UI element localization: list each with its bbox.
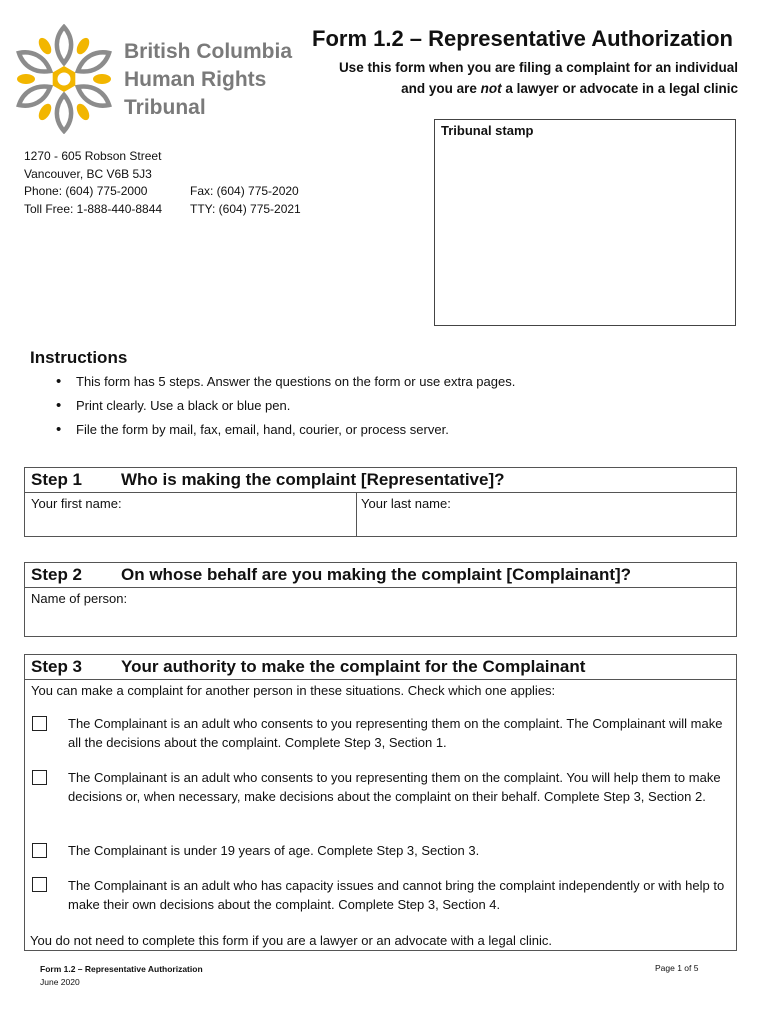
last-name-field[interactable] [361,513,731,533]
org-line-1: British Columbia [124,40,293,63]
tribunal-logo-icon [12,24,116,134]
footer-form-name: Form 1.2 – Representative Authorization [40,964,203,974]
address-phone: Phone: (604) 775-2000 [24,184,148,198]
step2-title: On whose behalf are you making the complaint [Complainant]? [121,565,632,584]
option-2-checkbox[interactable] [32,770,47,785]
subtitle-line-1: Use this form when you are filing a complaint for an individual [338,60,738,75]
instruction-item: • Print clearly. Use a black or blue pen. [56,396,736,420]
option-3-text: The Complainant is under 19 years of age. Complete Step 3, Section 3. [68,843,480,858]
option-1-text: The Complainant is an adult who consents to you representing them on the complaint. The Complainant will make all the decisions about the complaint. Complete Step 3, Section 1. [68,716,723,750]
step2-header [24,562,737,588]
subtitle-pre: and you are [401,81,481,96]
option-2-text: The Complainant is an adult who consents to you representing them on the complaint. You will help them to make decisions or, when necessary, make decisions about the complaint on their behalf. Complete Step 3, Section 2. [68,770,721,804]
address-tty: TTY: (604) 775-2021 [190,201,301,216]
address-fax: Fax: (604) 775-2020 [190,184,299,198]
address-street: 1270 - 605 Robson Street [24,149,162,163]
instruction-item: • This form has 5 steps. Answer the questions on the form or use extra pages. [56,372,736,396]
subtitle-post: a lawyer or advocate in a legal clinic [501,81,738,96]
tribunal-stamp-label: Tribunal stamp [441,123,534,138]
subtitle-emphasis: not [480,81,502,96]
option-4-text: The Complainant is an adult who has capacity issues and cannot bring the complaint independently or with help to make their own decisions about the complaint. Complete Step 3, Section 4. [68,878,725,912]
option-1-checkbox[interactable] [32,716,47,731]
option-4-checkbox[interactable] [32,877,47,892]
step2-body [24,588,737,637]
step3-note: You do not need to complete this form if you are a lawyer or an advocate with a legal clinic. [30,933,552,948]
tribunal-stamp-box [434,119,736,326]
step1-divider [356,493,357,536]
footer-form-info [40,963,203,989]
address-tollfree: Toll Free: 1-888-440-8844 [24,201,163,216]
step1-title: Who is making the complaint [Representative]? [121,470,505,489]
organization-name [124,38,292,122]
org-line-3: Tribunal [124,96,206,119]
step3-title: Your authority to make the complaint for the Complainant [121,657,586,676]
step2-number: Step 2 [31,565,83,584]
instructions-list [56,372,736,444]
footer-date: June 2020 [40,977,80,987]
step1-body [24,493,737,537]
step3-number: Step 3 [31,657,83,676]
address-city: Vancouver, BC V6B 5J3 [24,166,152,181]
option-3-checkbox[interactable] [32,843,47,858]
step1-header [24,467,737,493]
first-name-label: Your first name: [31,496,122,511]
org-line-2: Human Rights [124,68,267,91]
subtitle-line-2 [298,78,738,99]
footer-page-number: Page 1 of 5 [655,963,699,973]
step3-header [24,654,737,680]
form-subtitle [298,57,738,99]
first-name-field[interactable] [31,513,351,533]
step3-intro: You can make a complaint for another person in these situations. Check which one applies: [31,683,556,698]
form-title: Form 1.2 – Representative Authorization [312,26,733,51]
last-name-label: Your last name: [361,496,451,511]
instruction-item: • File the form by mail, fax, email, hand, courier, or process server. [56,420,736,444]
step1-number: Step 1 [31,470,83,489]
instructions-title: Instructions [30,348,128,367]
complainant-name-field[interactable] [31,610,731,632]
complainant-name-label: Name of person: [31,591,128,606]
